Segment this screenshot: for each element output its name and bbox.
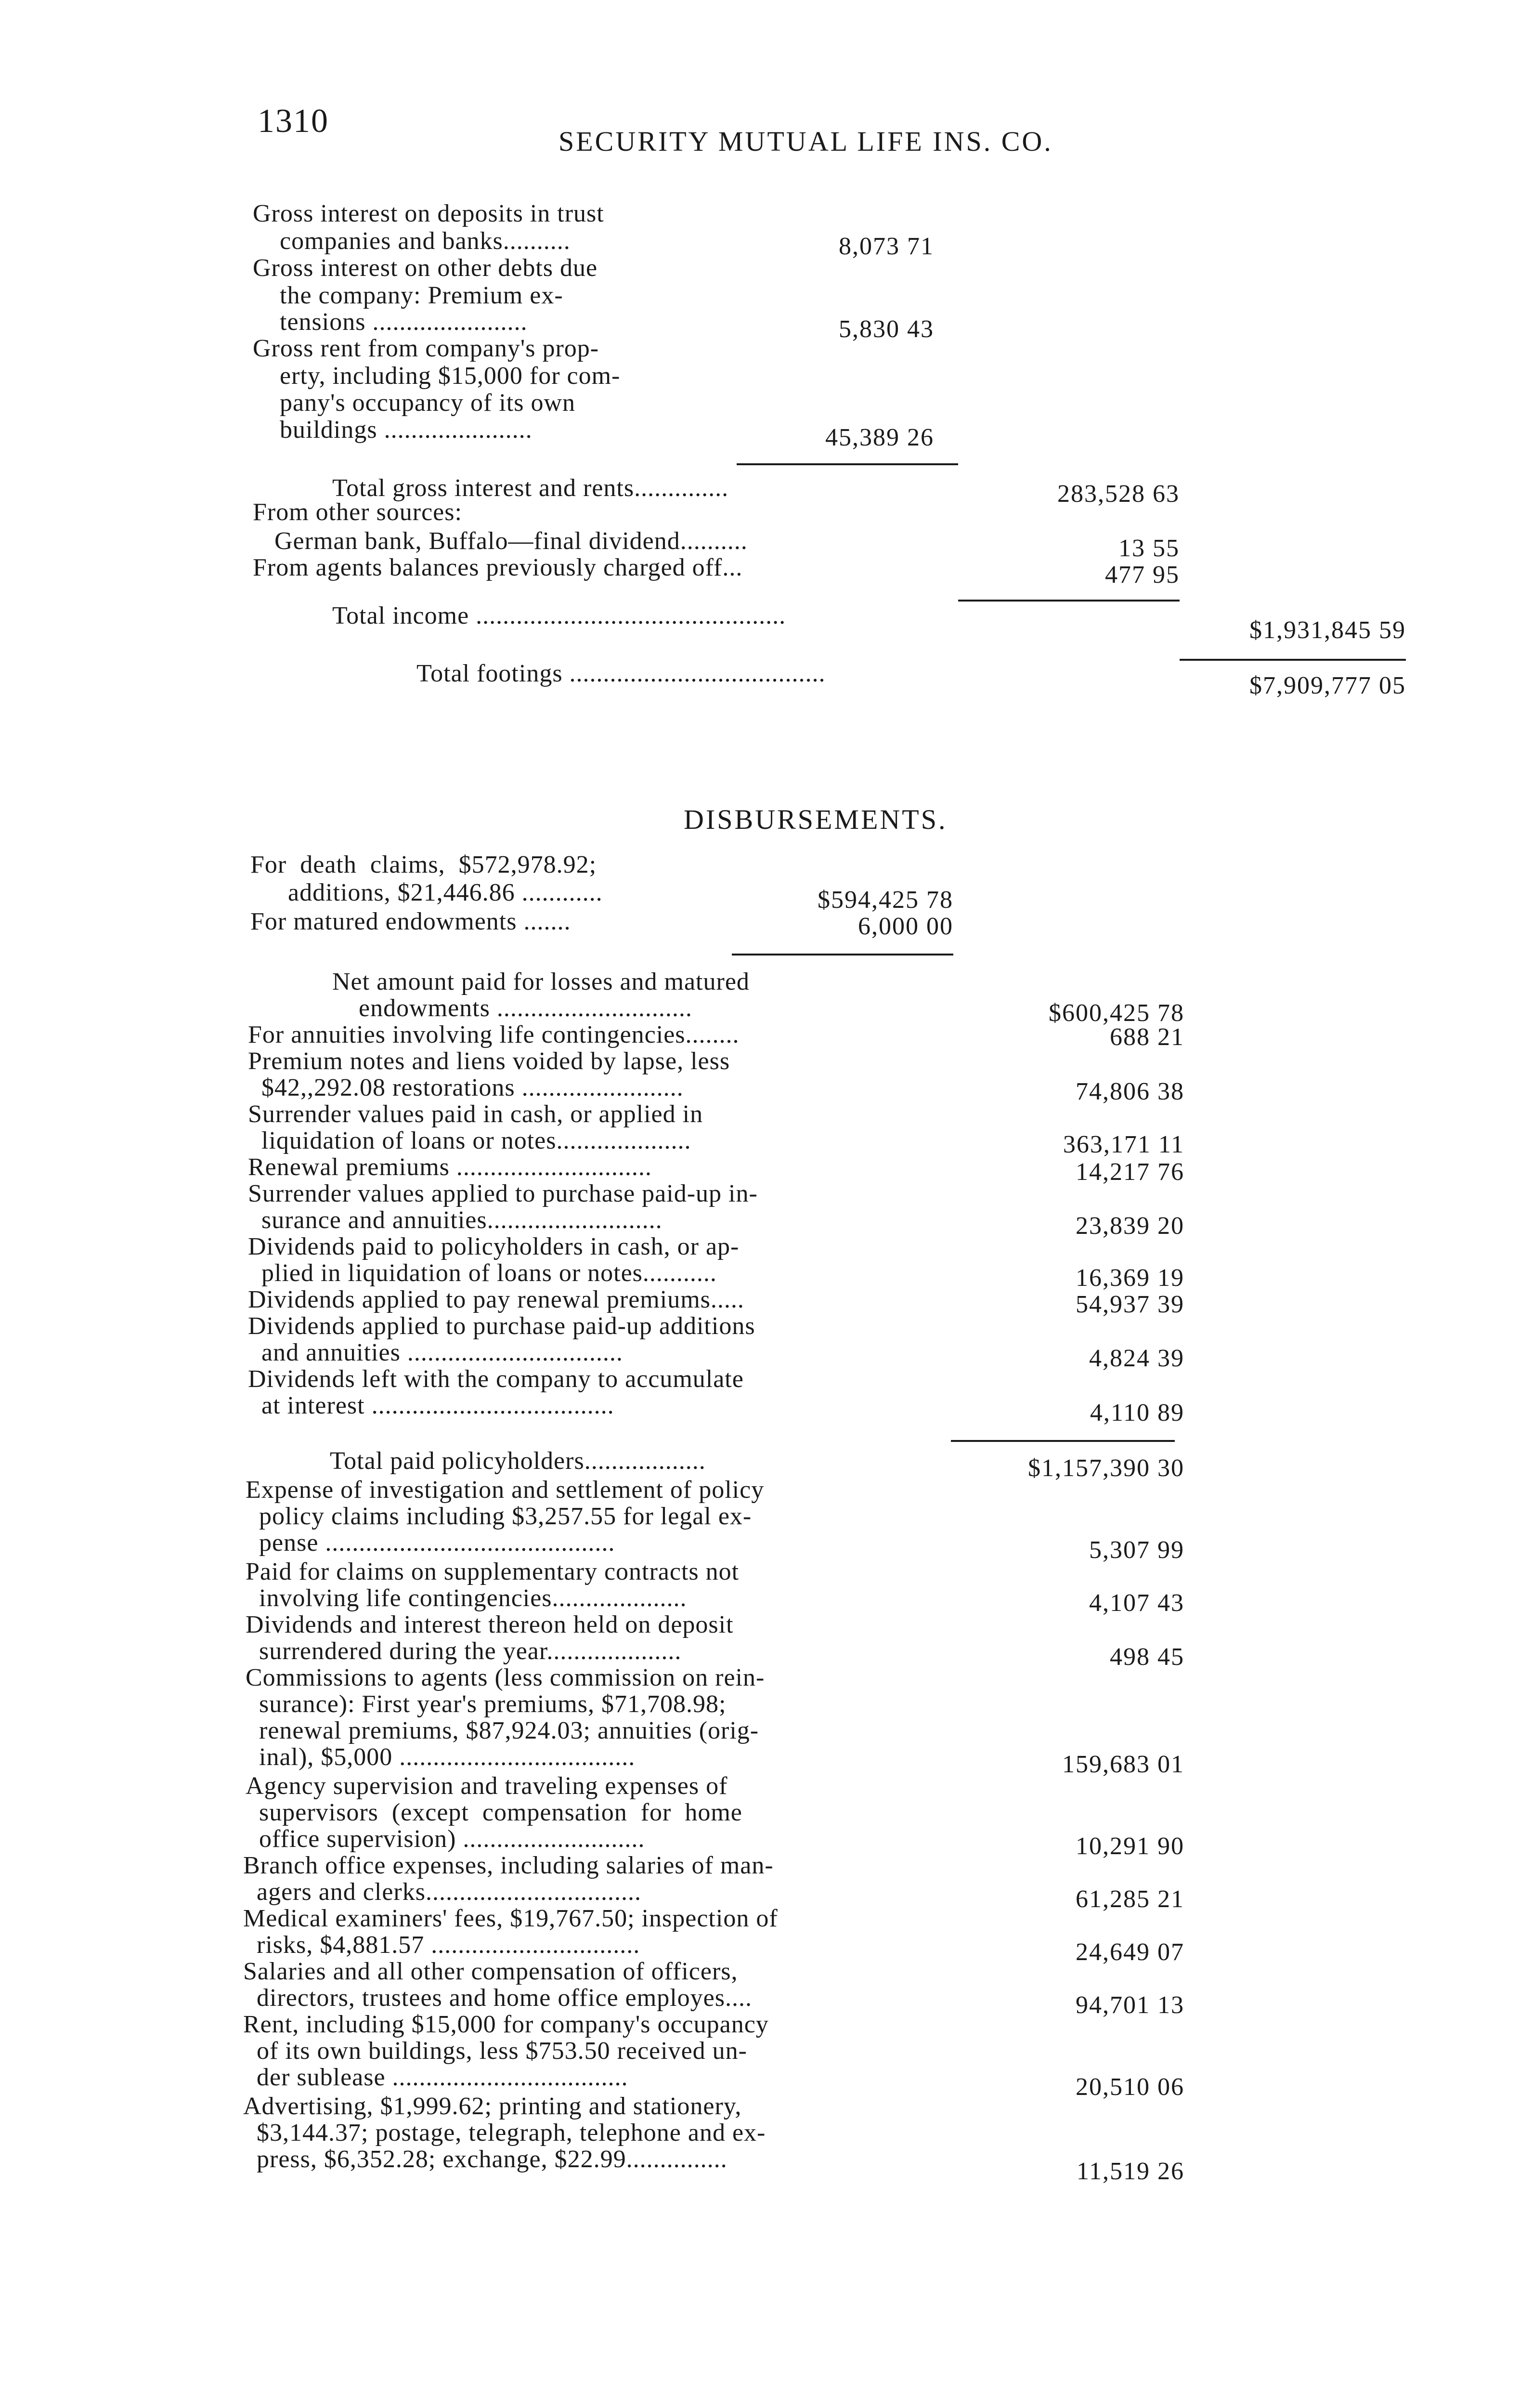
endowments-value: 6,000 00 — [858, 913, 953, 940]
german-bank-label: German bank, Buffalo—final dividend.......... — [274, 527, 748, 555]
disbursement-line: Renewal premiums ............................. — [248, 1153, 652, 1181]
expense-line: press, $6,352.28; exchange, $22.99............... — [243, 2146, 728, 2173]
expense-value: 20,510 06 — [1076, 2073, 1184, 2101]
expense-value: 94,701 13 — [1076, 1991, 1184, 2019]
income-value: 5,830 43 — [839, 315, 934, 343]
income-line: erty, including $15,000 for com- — [253, 362, 621, 390]
total-paid-value: $1,157,390 30 — [1028, 1454, 1184, 1482]
expense-line: directors, trustees and home office employes.... — [243, 1984, 752, 2012]
death-claims-line: For death claims, $572,978.92; — [250, 851, 597, 878]
disbursements-heading: DISBURSEMENTS. — [684, 804, 948, 835]
income-line: Gross rent from company's prop- — [253, 335, 599, 362]
expense-line: inal), $5,000 ................................... — [246, 1743, 636, 1771]
disbursement-value: 363,171 11 — [1063, 1131, 1184, 1158]
subtotal-rule — [737, 463, 958, 465]
expense-line: renewal premiums, $87,924.03; annuities (orig- — [246, 1717, 759, 1744]
expense-line: agers and clerks................................ — [243, 1878, 641, 1906]
death-claims-line: additions, $21,446.86 ............ — [274, 879, 603, 906]
total-rule — [1180, 659, 1406, 661]
disbursement-value: 4,110 89 — [1090, 1399, 1184, 1426]
expense-value: 5,307 99 — [1089, 1536, 1184, 1564]
expense-line: involving life contingencies.................... — [246, 1584, 687, 1612]
disbursement-line: plied in liquidation of loans or notes........... — [248, 1259, 717, 1287]
gross-interest-label: Total gross interest and rents.............. — [332, 474, 729, 502]
endowments-label: For matured endowments ....... — [250, 908, 571, 935]
disbursement-line: Dividends applied to purchase paid-up additions — [248, 1312, 755, 1340]
disbursement-value: 14,217 76 — [1076, 1158, 1184, 1186]
expense-line: policy claims including $3,257.55 for legal ex- — [246, 1503, 752, 1530]
income-value: 45,389 26 — [825, 424, 934, 451]
expense-value: 61,285 21 — [1076, 1885, 1184, 1913]
expense-line: office supervision) ........................... — [246, 1825, 645, 1853]
total-footings-value: $7,909,777 05 — [1249, 672, 1406, 699]
subtotal-rule — [958, 600, 1180, 602]
disbursement-line: and annuities ................................ — [248, 1339, 623, 1366]
disbursement-line: surance and annuities.......................... — [248, 1206, 663, 1234]
expense-line: Agency supervision and traveling expenses of — [246, 1772, 728, 1800]
expense-line: risks, $4,881.57 ............................... — [243, 1931, 640, 1959]
income-line: Gross interest on other debts due — [253, 254, 598, 282]
expense-value: 10,291 90 — [1076, 1832, 1184, 1860]
expense-line: Medical examiners' fees, $19,767.50; inspection of — [243, 1905, 778, 1932]
disbursement-value: 16,369 19 — [1076, 1264, 1184, 1292]
income-value: 8,073 71 — [839, 233, 934, 260]
disbursement-line: Dividends paid to policyholders in cash, or ap- — [248, 1233, 740, 1260]
expense-line: der sublease ................................... — [243, 2064, 628, 2091]
death-claims-value: $594,425 78 — [818, 886, 953, 914]
expense-line: $3,144.37; postage, telegraph, telephone and ex- — [243, 2119, 766, 2146]
net-amount-line: Net amount paid for losses and matured — [332, 968, 750, 995]
disbursement-value: 74,806 38 — [1076, 1078, 1184, 1105]
expense-line: Commissions to agents (less commission on rein- — [246, 1664, 765, 1691]
disbursement-line: $42,,292.08 restorations ........................ — [248, 1074, 684, 1101]
expense-line: supervisors (except compensation for home — [246, 1799, 742, 1826]
disbursement-line: For annuities involving life contingencies........ — [248, 1021, 740, 1048]
subtotal-rule — [732, 954, 953, 955]
income-line: the company: Premium ex- — [253, 282, 563, 309]
agents-balances-value: 477 95 — [1105, 561, 1180, 589]
disbursement-line: Surrender values paid in cash, or applied in — [248, 1100, 703, 1128]
income-line: companies and banks.......... — [253, 227, 571, 255]
net-amount-line: endowments ............................. — [359, 995, 692, 1022]
total-income-label: Total income .............................................. — [332, 602, 786, 629]
expense-line: Branch office expenses, including salaries of man- — [243, 1852, 774, 1879]
expense-line: Salaries and all other compensation of officers, — [243, 1958, 738, 1985]
income-line: buildings ...................... — [253, 416, 533, 444]
subtotal-rule — [951, 1440, 1175, 1442]
total-paid-label: Total paid policyholders.................. — [330, 1447, 706, 1475]
disbursement-line: Surrender values applied to purchase paid-up in- — [248, 1180, 758, 1207]
expense-line: Rent, including $15,000 for company's occupancy — [243, 2011, 769, 2038]
agents-balances-label: From agents balances previously charged off... — [253, 554, 743, 581]
disbursement-value: 688 21 — [1110, 1023, 1184, 1051]
net-amount-value: $600,425 78 — [1049, 999, 1184, 1027]
gross-interest-value: 283,528 63 — [1057, 480, 1180, 508]
disbursement-line: at interest .................................... — [248, 1392, 614, 1419]
expense-line: Paid for claims on supplementary contracts not — [246, 1558, 740, 1585]
expense-line: surrendered during the year.................... — [246, 1637, 682, 1665]
income-line: pany's occupancy of its own — [253, 389, 576, 417]
german-bank-value: 13 55 — [1118, 535, 1180, 562]
expense-line: surance): First year's premiums, $71,708.98; — [246, 1690, 727, 1718]
income-line: Gross interest on deposits in trust — [253, 200, 604, 227]
total-income-value: $1,931,845 59 — [1249, 616, 1406, 644]
other-sources-label: From other sources: — [253, 498, 462, 526]
expense-value: 159,683 01 — [1062, 1751, 1184, 1778]
expense-line: Expense of investigation and settlement of policy — [246, 1476, 765, 1504]
income-line: tensions ....................... — [253, 308, 528, 336]
expense-line: Advertising, $1,999.62; printing and stationery, — [243, 2093, 742, 2120]
page-number: 1310 — [258, 103, 329, 140]
disbursement-value: 23,839 20 — [1076, 1212, 1184, 1240]
expense-value: 498 45 — [1110, 1643, 1184, 1671]
expense-value: 11,519 26 — [1076, 2158, 1184, 2185]
expense-line: pense ........................................... — [246, 1529, 615, 1557]
disbursement-line: Dividends applied to pay renewal premiums..... — [248, 1286, 744, 1313]
disbursement-value: 54,937 39 — [1076, 1291, 1184, 1318]
total-footings-label: Total footings ...................................... — [416, 660, 826, 687]
disbursement-line: Dividends left with the company to accumulate — [248, 1365, 744, 1393]
expense-value: 24,649 07 — [1076, 1938, 1184, 1966]
disbursement-line: liquidation of loans or notes.................... — [248, 1127, 691, 1154]
running-title: SECURITY MUTUAL LIFE INS. CO. — [559, 126, 1053, 157]
disbursement-value: 4,824 39 — [1089, 1345, 1184, 1372]
disbursement-line: Premium notes and liens voided by lapse, less — [248, 1047, 730, 1075]
expense-line: of its own buildings, less $753.50 received un- — [243, 2037, 747, 2065]
expense-line: Dividends and interest thereon held on deposit — [246, 1611, 734, 1638]
expense-value: 4,107 43 — [1089, 1589, 1184, 1617]
